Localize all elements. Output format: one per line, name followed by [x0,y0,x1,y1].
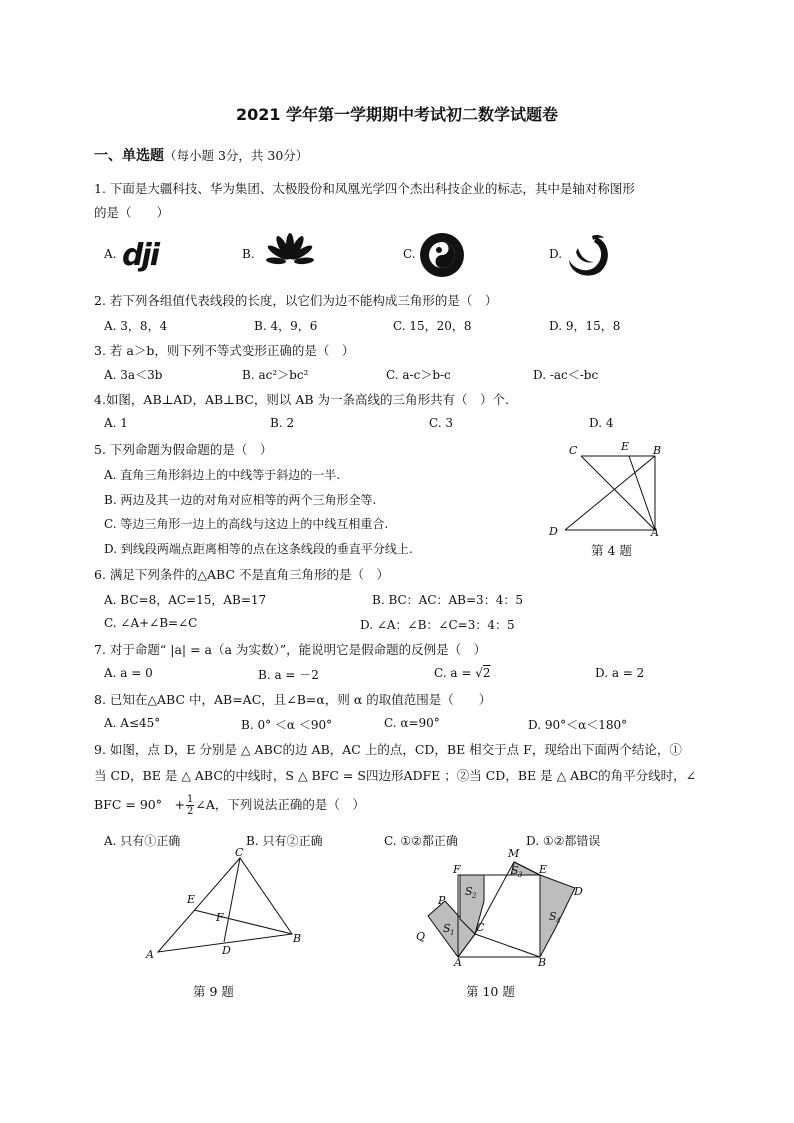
q5-option-d: D. 到线段两端点距离相等的点在这条线段的垂直平分线上. [104,542,413,556]
q9-fraction-den: 2 [186,806,194,817]
q10-label-s4-sub: 4 [556,917,561,925]
q9-line1: 9. 如图，点 D，E 分别是 △ ABC的边 AB，AC 上的点，CD，BE 相交于点 F，现给出下面两个结论，① [94,742,682,757]
huawei-logo-graphic [260,232,320,272]
q3-option-a: A. 3a＜3b [104,368,163,382]
q4-label-b: B [653,444,662,457]
q10-label-s1: S [443,922,451,935]
dji-logo [120,236,176,273]
q9-line3-start: BFC = 90° + [94,797,185,812]
q9-label-a: A [146,948,154,961]
q1-line1: 1. 下面是大疆科技、华为集团、太极股份和凤凰光学四个杰出科技企业的标志，其中是轴对称图形 [94,181,635,196]
q3-option-b: B. ac²＞bc² [242,368,309,382]
q7-option-b: B. a = －2 [258,668,319,682]
q4-label-c: C [569,444,578,457]
section-heading [94,145,308,165]
q4-figure [545,438,675,543]
q5-stem: 5. 下列命题为假命题的是（ ） [94,442,273,457]
q6-stem: 6. 满足下列条件的△ABC 不是直角三角形的是（ ） [94,567,389,582]
phoenix-logo [566,232,612,278]
q7-option-d: D. a = 2 [595,666,645,680]
q10-label-a: A [454,956,462,969]
q5-option-a: A. 直角三角形斜边上的中线等于斜边的一半. [104,468,341,482]
q9-option-a: A. 只有①正确 [104,834,181,848]
q8-option-b: B. 0° ＜α ＜90° [241,718,333,732]
q10-label-s3-sub: 3 [518,871,523,879]
q9-line3 [94,794,365,817]
q9-label-c: C [235,846,244,859]
q10-label-b: B [538,956,547,969]
q9-label-b: B [293,932,302,945]
q9-fraction [186,794,194,817]
q4-label-a: A [651,526,659,539]
q2-option-b: B. 4，9，6 [254,319,318,333]
q7-option-c [434,666,491,680]
huawei-logo [260,232,320,272]
q9-figure [140,842,320,967]
q10-label-c: C [476,921,485,934]
q9-label-d: D [222,944,231,957]
section-note: （每小题 3分，共 30分） [164,148,309,163]
q10-label-s1-sub: 1 [450,929,455,937]
q4-label-d: D [549,525,558,538]
dji-logo-graphic [120,236,176,273]
q1-option-a: A. [104,247,117,261]
q4-option-b: B. 2 [270,416,295,430]
q9-option-c: C. ①②都正确 [384,834,458,848]
q5-option-c: C. 等边三角形一边上的高线与这边上的中线互相重合. [104,517,389,531]
dji-logo-text: dji [122,238,159,273]
taiji-logo-graphic [418,232,466,278]
q4-stem: 4.如图，AB⊥AD，AB⊥BC，则以 AB 为一条高线的三角形共有（ ）个. [94,392,510,407]
q7-stem: 7. 对于命题“ |a| = a（a 为实数）”，能说明它是假命题的反例是（ ） [94,642,487,657]
q10-label-s2-sub: 2 [472,892,477,900]
q1-option-c: C. [403,247,416,261]
q10-label-m: M [508,847,520,860]
q3-stem: 3. 若 a＞b，则下列不等式变形正确的是（ ） [94,343,355,358]
q9-option-b: B. 只有②正确 [246,834,323,848]
q4-option-a: A. 1 [104,416,128,430]
q8-stem: 8. 已知在△ABC 中，AB=AC，且∠B=α，则 α 的取值范围是（ ） [94,692,492,707]
q8-option-d: D. 90°＜α＜180° [528,718,628,732]
q10-label-s3: S [511,864,519,877]
q4-caption: 第 4 题 [591,543,632,558]
q7-option-a: A. a = 0 [104,666,153,680]
q5-option-b: B. 两边及其一边的对角对应相等的两个三角形全等. [104,493,377,507]
q10-label-s2: S [465,885,473,898]
q8-option-a: A. A≤45° [104,716,161,730]
q10-label-f: F [453,863,461,876]
q4-option-d: D. 4 [589,416,614,430]
q2-option-a: A. 3，8，4 [104,319,168,333]
q2-option-d: D. 9，15，8 [549,319,621,333]
q9-option-d: D. ①②都错误 [526,834,601,848]
q4-label-e: E [621,440,630,453]
q9-line3-end: ∠A，下列说法正确的是（ ） [195,797,365,812]
q10-label-q: Q [416,930,426,943]
q9-label-f: F [216,911,224,924]
q6-option-d: D. ∠A：∠B：∠C=3：4：5 [360,618,515,632]
q6-option-c: C. ∠A+∠B=∠C [104,616,198,630]
q3-option-c: C. a-c＞b-c [386,368,451,382]
q9-caption: 第 9 题 [193,984,234,999]
q9-fraction-num: 1 [186,794,194,805]
section-title: 一、单选题 [94,148,164,164]
q10-caption: 第 10 题 [466,984,515,999]
q10-label-s4: S [549,910,557,923]
q7-option-c-label: C. a = [434,666,476,680]
q10-label-e: E [539,863,548,876]
q4-option-c: C. 3 [429,416,454,430]
q2-option-c: C. 15，20，8 [393,319,472,333]
q9-line2: 当 CD，BE 是 △ ABC的中线时，S △ BFC = S四边形ADFE ；②当 CD，BE 是 △ ABC的角平分线时，∠ [94,768,697,783]
q6-option-a: A. BC=8，AC=15，AB=17 [104,593,267,607]
q1-option-d: D. [549,247,563,261]
q7-sqrt-value: 2 [482,666,491,680]
q3-option-d: D. -ac＜-bc [533,368,599,382]
q2-stem: 2. 若下列各组值代表线段的长度，以它们为边不能构成三角形的是（ ） [94,293,498,308]
page-title: 2021 学年第一学期期中考试初二数学试题卷 [235,105,559,124]
q10-label-d: D [574,885,583,898]
q10-label-p: P [438,894,446,907]
phoenix-logo-graphic [566,232,612,278]
q1-option-b: B. [242,247,255,261]
q9-label-e: E [187,893,196,906]
taiji-logo [418,232,466,278]
q1-line2: 的是（ ） [94,205,170,220]
q10-figure [410,845,590,970]
q6-option-b: B. BC：AC：AB=3：4：5 [372,593,523,607]
sqrt-symbol: √ [475,666,483,680]
q8-option-c: C. α=90° [384,716,440,730]
